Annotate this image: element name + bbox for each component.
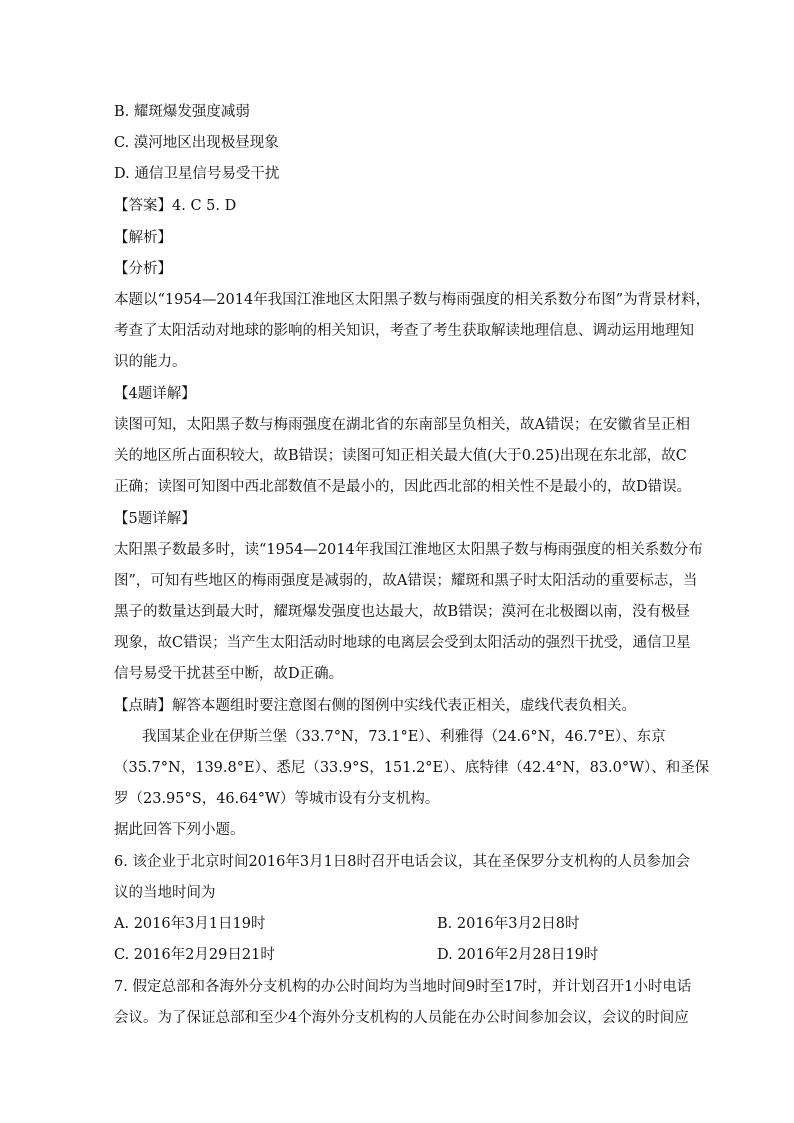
option-b-q6: B. 2016年3月2日8时 bbox=[437, 916, 580, 932]
option-a-q6: A. 2016年3月1日19时 bbox=[114, 916, 266, 932]
q5-detail-line: 信号易受干扰甚至中断，故D正确。 bbox=[114, 666, 344, 682]
fenxi-text-line: 识的能力。 bbox=[114, 354, 187, 370]
q4-detail-line: 正确；读图可知图中西北部数值不是最小的，因此西北部的相关性不是最小的，故D错误。 bbox=[114, 479, 692, 495]
material-line: 我国某企业在伊斯兰堡（33.7°N，73.1°E）、利雅得（24.6°N，46.7°E）、东京 bbox=[142, 729, 666, 745]
question-6-stem: 6. 该企业于北京时间2016年3月1日8时召开电话会议，其在圣保罗分支机构的人员参加会 bbox=[114, 854, 691, 870]
question-6-stem: 议的当地时间为 bbox=[114, 885, 216, 901]
q5-detail-line: 图”，可知有些地区的梅雨强度是减弱的，故A错误；耀斑和黑子时太阳活动的重要标志，当 bbox=[114, 573, 698, 589]
question-7-stem: 7. 假定总部和各海外分支机构的办公时间均为当地时间9时至17时，并计划召开1小时电话 bbox=[114, 979, 692, 995]
fenxi-heading: 【分析】 bbox=[114, 261, 172, 277]
question-7-stem: 会议。为了保证总部和至少4个海外分支机构的人员能在办公时间参加会议，会议的时间应 bbox=[114, 1010, 689, 1026]
option-b-q5: B. 耀斑爆发强度减弱 bbox=[114, 104, 250, 120]
instruction-line: 据此回答下列小题。 bbox=[114, 822, 245, 838]
q5-detail-line: 太阳黑子数最多时，读“1954—2014年我国江淮地区太阳黑子数与梅雨强度的相关系数分布 bbox=[114, 542, 703, 558]
material-line: 罗（23.95°S，46.64°W）等城市设有分支机构。 bbox=[114, 791, 440, 807]
fenxi-text-line: 本题以“1954—2014年我国江淮地区太阳黑子数与梅雨强度的相关系数分布图”为背景材料， bbox=[114, 292, 711, 308]
option-c-q5: C. 漠河地区出现极昼现象 bbox=[114, 135, 279, 151]
q4-detail-heading: 【4题详解】 bbox=[114, 386, 196, 402]
q5-detail-line: 现象，故C错误；当产生太阳活动时地球的电离层会受到太阳活动的强烈干扰受，通信卫星 bbox=[114, 635, 691, 651]
dianjing-line: 【点睛】解答本题组时要注意图右侧的图例中实线代表正相关，虚线代表负相关。 bbox=[114, 698, 636, 714]
option-c-q6: C. 2016年2月29日21时 bbox=[114, 947, 275, 963]
fenxi-text-line: 考查了太阳活动对地球的影响的相关知识，考查了考生获取解读地理信息、调动运用地理知 bbox=[114, 323, 694, 339]
option-d-q5: D. 通信卫星信号易受干扰 bbox=[114, 166, 280, 182]
q5-detail-line: 黑子的数量达到最大时，耀斑爆发强度也达最大，故B错误；漠河在北极圈以南，没有极昼 bbox=[114, 604, 691, 620]
q4-detail-line: 关的地区所占面积较大，故B错误；读图可知正相关最大值(大于0.25)出现在东北部，故C bbox=[114, 448, 687, 464]
q5-detail-heading: 【5题详解】 bbox=[114, 511, 196, 527]
answer-line: 【答案】4. C 5. D bbox=[114, 198, 237, 214]
option-d-q6: D. 2016年2月28日19时 bbox=[437, 947, 599, 963]
material-line: （35.7°N，139.8°E）、悉尼（33.9°S，151.2°E）、底特律（42.4°N，83.0°W）、和圣保 bbox=[114, 760, 710, 776]
q4-detail-line: 读图可知，太阳黑子数与梅雨强度在湖北省的东南部呈负相关，故A错误；在安徽省呈正相 bbox=[114, 417, 690, 433]
analysis-heading: 【解析】 bbox=[114, 230, 172, 246]
